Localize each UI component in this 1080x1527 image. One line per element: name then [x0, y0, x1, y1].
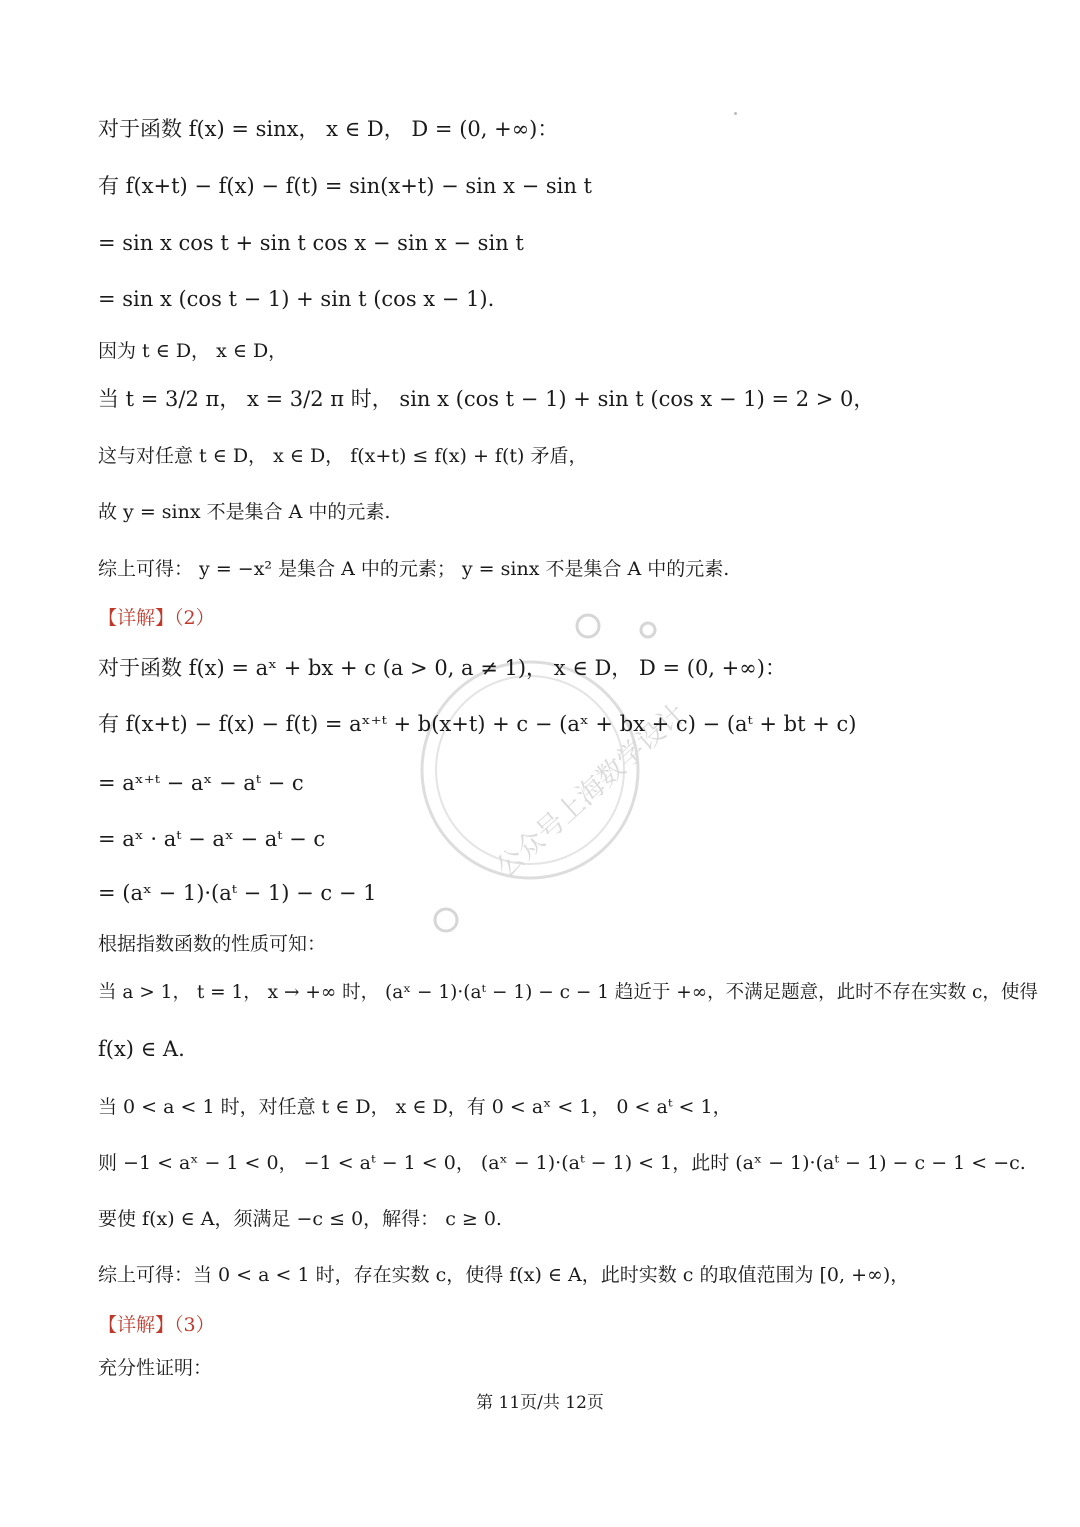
text-line-13: = aˣ⁺ᵗ − aˣ − aᵗ − c [98, 771, 304, 795]
text-line-2: 有 f(x+t) − f(x) − f(t) = sin(x+t) − sin x − sin t [98, 174, 592, 198]
text-line-22: 综上可得：当 0 < a < 1 时，存在实数 c，使得 f(x) ∈ A，此时实数 c 的取值范围为 [0, +∞)， [98, 1264, 910, 1286]
scan-dot [734, 112, 737, 115]
text-line-24: 充分性证明： [98, 1357, 213, 1379]
text-line-4: = sin x (cos t − 1) + sin t (cos x − 1). [98, 287, 495, 311]
text-line-18: f(x) ∈ A. [98, 1037, 185, 1061]
text-line-15: = (aˣ − 1)·(aᵗ − 1) − c − 1 [98, 881, 377, 905]
text-line-19: 当 0 < a < 1 时，对任意 t ∈ D， x ∈ D，有 0 < aˣ < 1， 0 < aᵗ < 1， [98, 1096, 732, 1118]
watermark-text: 公众号上海数学设计 [490, 698, 692, 884]
text-line-11: 对于函数 f(x) = aˣ + bx + c (a > 0, a ≠ 1)， x ∈ D， D = (0, +∞)： [98, 656, 786, 680]
text-line-7: 这与对任意 t ∈ D， x ∈ D， f(x+t) ≤ f(x) + f(t) 矛盾， [98, 445, 588, 467]
text-line-6: 当 t = 3/2 π， x = 3/2 π 时， sin x (cos t − 1) + sin t (cos x − 1) = 2 > 0， [98, 387, 875, 411]
text-line-9: 综上可得： y = −x² 是集合 A 中的元素； y = sinx 不是集合 A 中的元素. [98, 558, 730, 580]
text-line-3: = sin x cos t + sin t cos x − sin x − sin t [98, 231, 524, 255]
text-line-8: 故 y = sinx 不是集合 A 中的元素. [98, 501, 391, 523]
text-line-20: 则 −1 < aˣ − 1 < 0， −1 < aᵗ − 1 < 0， (aˣ − 1)·(aᵗ − 1) < 1，此时 (aˣ − 1)·(aᵗ − 1) − c − 1 < −c. [98, 1152, 1026, 1174]
text-line-21: 要使 f(x) ∈ A，须满足 −c ≤ 0，解得： c ≥ 0. [98, 1208, 502, 1230]
section-heading-3: 【详解】（3） [98, 1314, 215, 1336]
page-footer: 第 11页/共 12页 [476, 1393, 604, 1413]
text-line-1: 对于函数 f(x) = sinx， x ∈ D， D = (0, +∞)： [98, 117, 559, 141]
text-line-12: 有 f(x+t) − f(x) − f(t) = aˣ⁺ᵗ + b(x+t) + c − (aˣ + bx + c) − (aᵗ + bt + c) [98, 712, 857, 736]
text-line-17: 当 a > 1， t = 1， x → +∞ 时， (aˣ − 1)·(aᵗ − 1) − c − 1 趋近于 +∞，不满足题意，此时不存在实数 c，使得 [98, 982, 1038, 1003]
section-heading-2: 【详解】（2） [98, 607, 215, 629]
text-line-14: = aˣ · aᵗ − aˣ − aᵗ − c [98, 827, 326, 851]
text-line-5: 因为 t ∈ D， x ∈ D， [98, 340, 288, 362]
text-line-16: 根据指数函数的性质可知： [98, 933, 327, 955]
